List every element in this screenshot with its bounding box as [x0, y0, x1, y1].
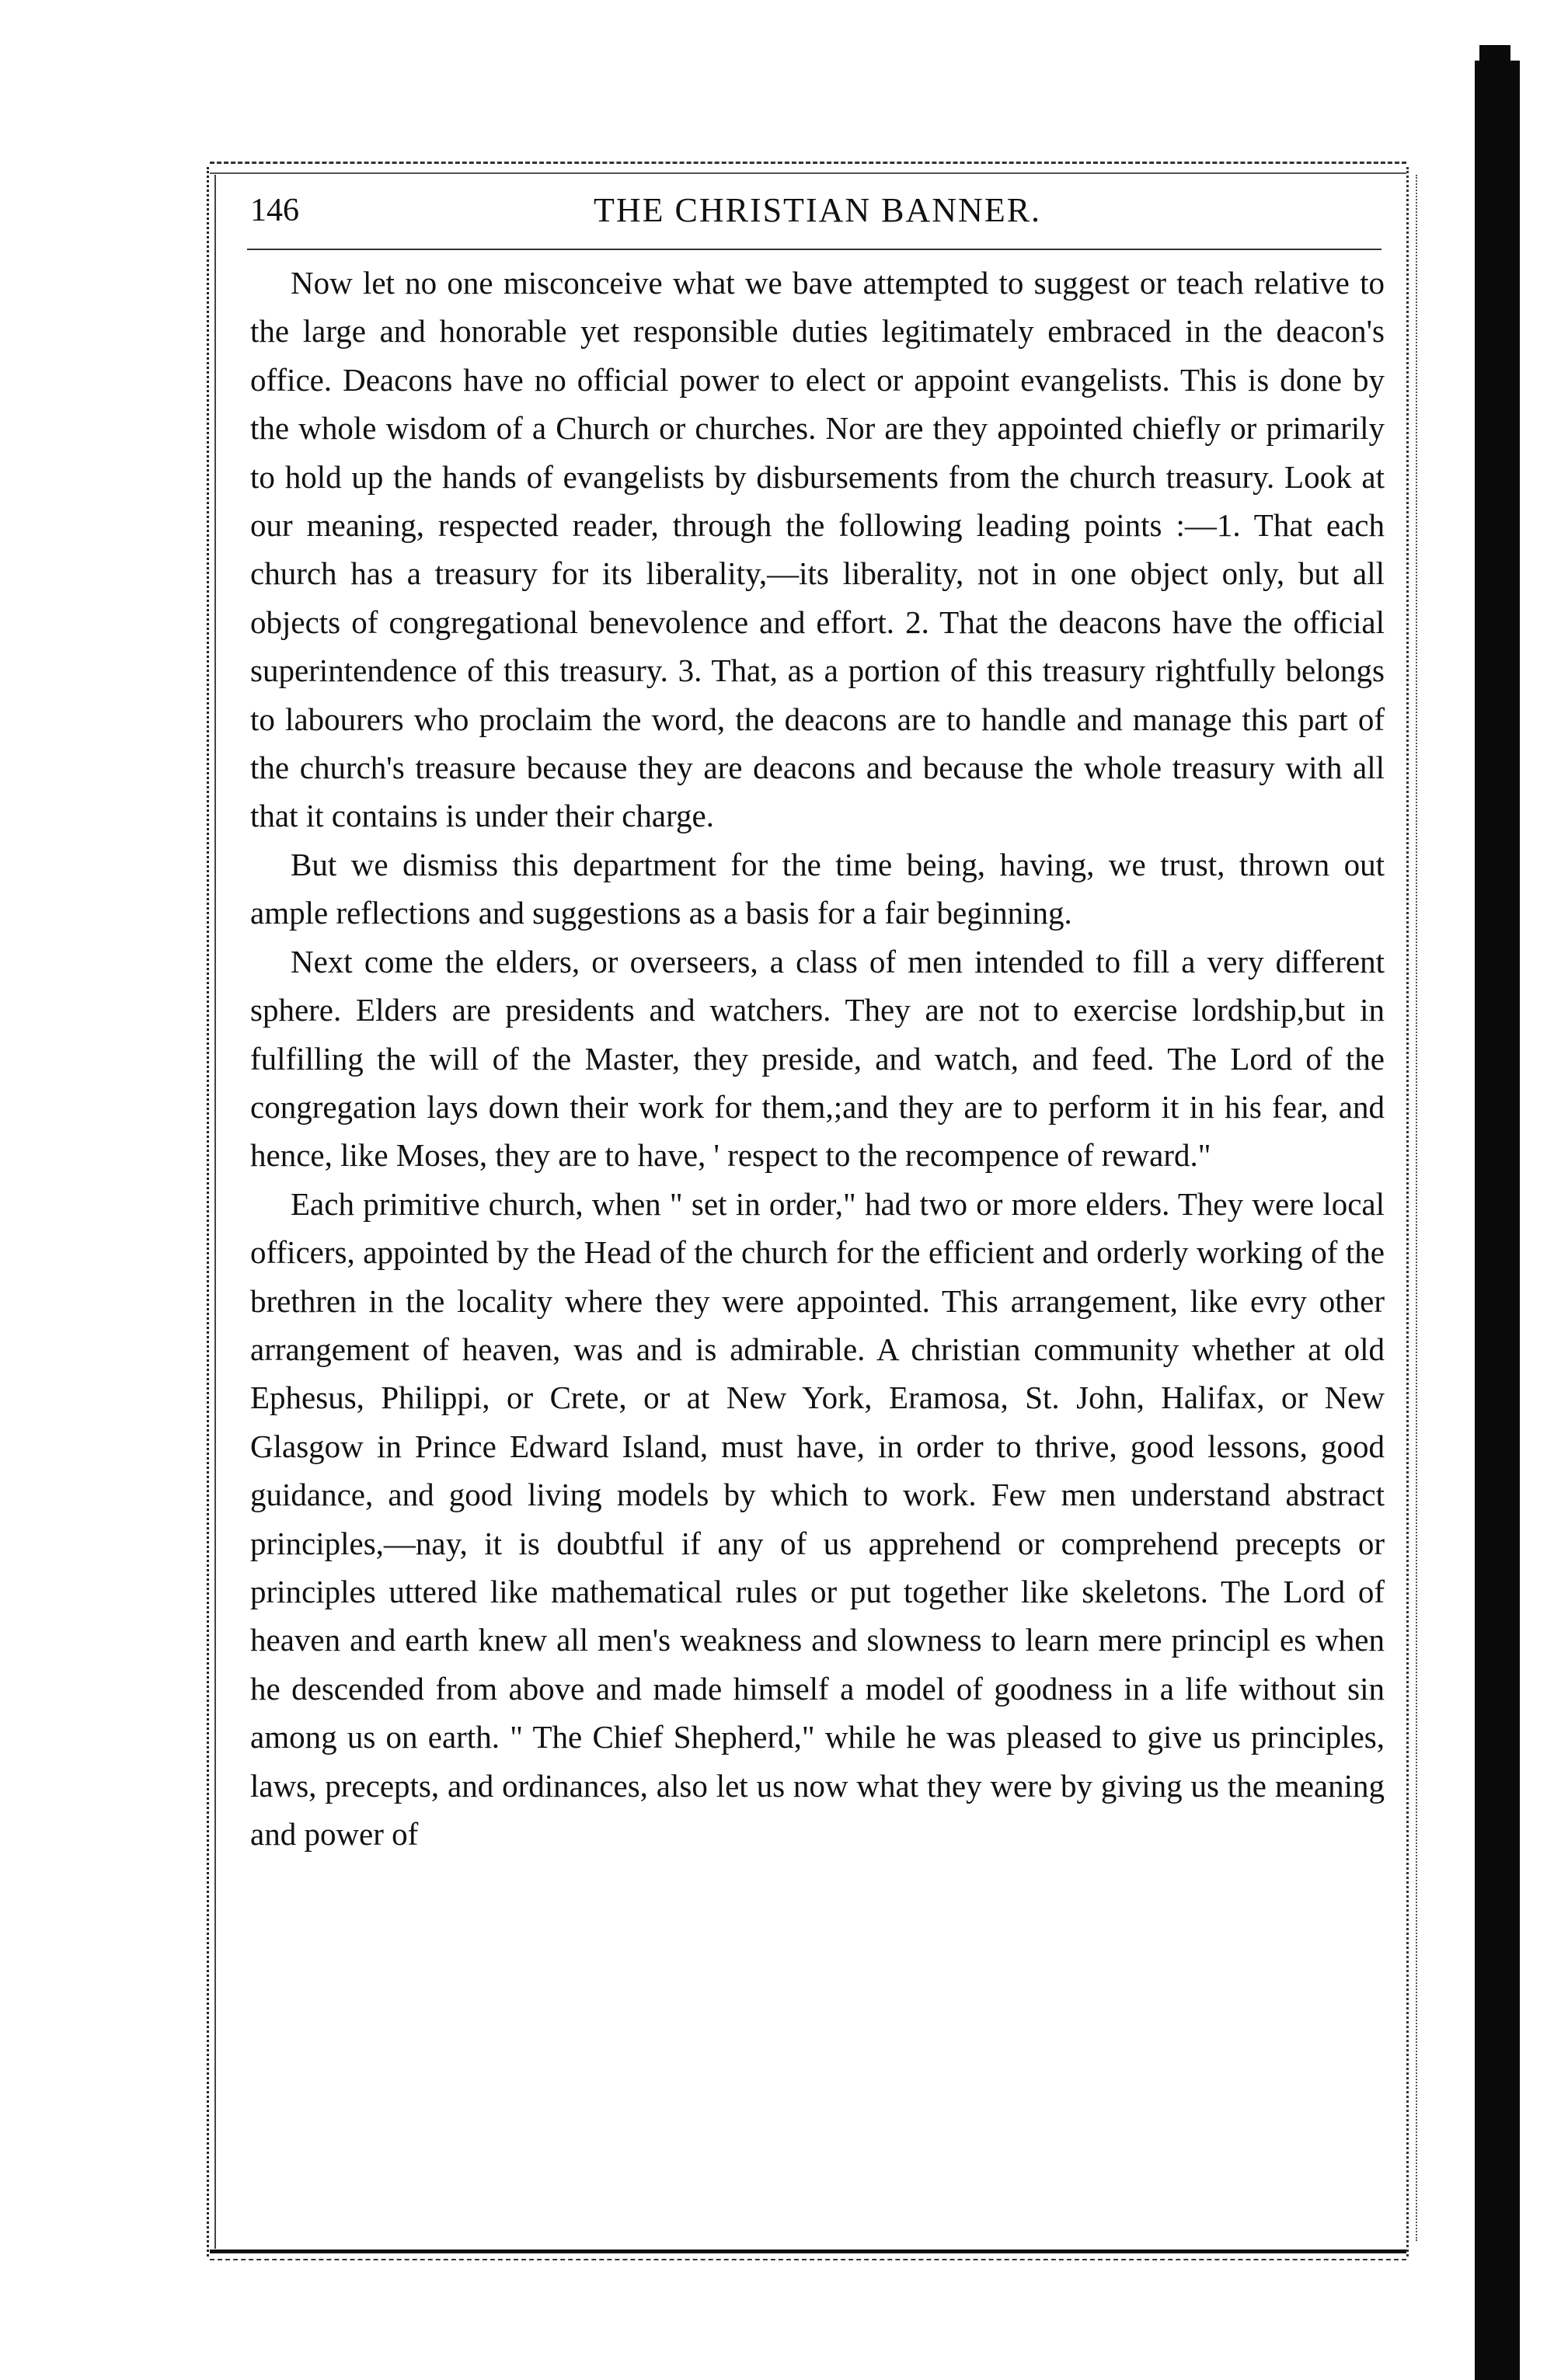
page-border-bottom-inner [210, 2259, 1406, 2260]
page-border-bottom [210, 2250, 1406, 2253]
page-number: 146 [250, 193, 299, 228]
page-border-top-inner [210, 172, 1406, 174]
header-rule [247, 249, 1381, 250]
page-border-left [207, 167, 209, 2256]
paragraph-elders: Next come the elders, or overseers, a class of men intended to fill a very different sphere. Elders are presidents and watchers. They are not to exercise lordship,but in fulfilling the will of the Master, they preside, and watch, and feed. The Lord of the congregation lays down their work for them,;and they are to perform it in his fear, and hence, like Moses, they are to have, ' respect to the recompence of reward." [250, 943, 1385, 1174]
paragraph-dismiss-department: But we dismiss this department for the time being, having, we trust, thrown out ample reflections and suggestions as a basis for a fair beginning. [250, 846, 1385, 931]
paragraph-deacons-office: Now let no one misconceive what we bave attempted to suggest or teach relative to the large and honorable yet responsible duties legitimately embraced in the deacon's office. Deacons have no official power to elect or appoint evangelists. This is done by the whole wisdom of a Church or churches. Nor are they appointed chiefly or primarily to hold up the hands of evangelists by disbursements from the church treasury. Look at our meaning, respected reader, through the following leading points :—1. That each church has a treasury for its liberality,—its liberality, not in one object only, but all objects of congregational benevolence and effort. 2. That the deacons have the official superintendence of this treasury. 3. That, as a portion of this treasury rightfully belongs to labourers who proclaim the word, the deacons are to handle and manage this part of the church's treasure because they are deacons and because the whole treasury with all that it contains is under their charge. [250, 265, 1385, 834]
page-header [250, 183, 1385, 238]
scan-edge-shadow [1475, 61, 1520, 2380]
running-head: THE CHRISTIAN BANNER. [593, 191, 1042, 229]
page-border-top [210, 162, 1406, 164]
article-body [250, 259, 1385, 1858]
page-border-right-inner [1416, 175, 1417, 2241]
paragraph-primitive-church: Each primitive church, when " set in order," had two or more elders. They were local officers, appointed by the Head of the church for the efficient and orderly working of the brethren in the locality where they were appointed. This arrangement, like evry other arrangement of heaven, was and is admirable. A christian community whether at old Ephesus, Philippi, or Crete, or at New York, Eramosa, St. John, Halifax, or New Glasgow in Prince Edward Island, must have, in order to thrive, good lessons, good guidance, and good living models by which to work. Few men understand abstract principles,—nay, it is doubtful if any of us apprehend or comprehend precepts or principles uttered like mathematical rules or put together like skeletons. The Lord of heaven and earth knew all men's weakness and slowness to learn mere principl es when he descended from above and made himself a model of goodness in a life without sin among us on earth. " The Chief Shepherd," while he was pleased to give us principles, laws, precepts, and ordinances, also let us now what they were by giving us the meaning and power of [250, 1185, 1385, 1852]
page-border-right [1406, 167, 1409, 2256]
page-border-left-inner [214, 175, 216, 2249]
